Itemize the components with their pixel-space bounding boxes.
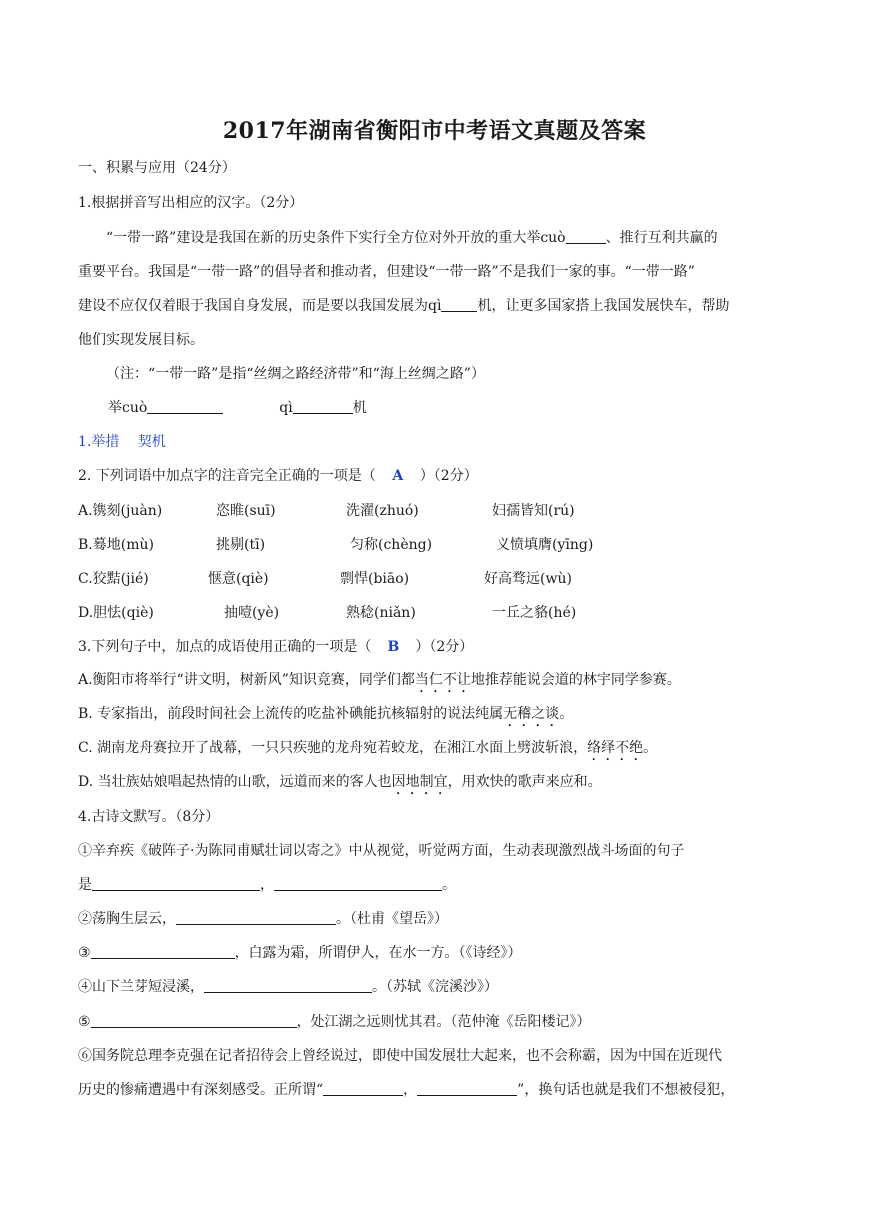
fill-blank xyxy=(417,1081,517,1096)
q4-stem: 4.古诗文默写。（8分） xyxy=(78,809,220,825)
q4-item-1-line-2: 是 ， 。 xyxy=(78,877,456,893)
dotted-idiom: 络绎不绝 xyxy=(587,740,644,756)
q3-option-b: B. 专家指出，前段时间社会上流传的吃盐补碘能抗核辐射的说法纯属无稽之谈。 xyxy=(78,706,574,722)
q2-option-b: B.蓦地(mù) 挑剔(tī) 匀称(chèng) 义愤填膺(yīng) xyxy=(78,537,594,553)
fill-blank xyxy=(274,876,442,891)
dotted-idiom: 无稽之谈 xyxy=(503,706,560,722)
q4-item-6-line-1: ⑥国务院总理李克强在记者招待会上曾经说过，即使中国发展壮大起来，也不会称霸，因为中国在近现代 xyxy=(78,1048,722,1064)
q1-answer: 1.举措 契机 xyxy=(78,434,166,450)
fill-blank xyxy=(92,876,260,891)
fill-blank xyxy=(323,1081,403,1096)
fill-blank xyxy=(91,944,235,959)
q1-stem: 1.根据拼音写出相应的汉字。（2分） xyxy=(78,195,304,211)
section-heading: 一、积累与应用（24分） xyxy=(78,160,236,176)
q3-option-c: C. 湖南龙舟赛拉开了战幕，一只只疾驰的龙舟宛若蛟龙，在湘江水面上劈波斩浪，络绎不绝。 xyxy=(78,740,658,756)
q3-answer: B xyxy=(387,639,400,655)
q4-item-3: ③ ，白露为霜，所谓伊人，在水一方。（《诗经》） xyxy=(78,945,522,961)
q3-option-d: D. 当壮族姑娘唱起热情的山歌，远道而来的客人也因地制宜，用欢快的歌声来应和。 xyxy=(78,774,602,790)
q2-answer: A xyxy=(392,468,404,484)
q4-item-4: ④山下兰芽短浸溪， 。（苏轼《浣溪沙》） xyxy=(78,979,498,995)
answer-blank-2 xyxy=(293,399,353,414)
q2-stem: 2. 下列词语中加点字的注音完全正确的一项是（ A ）（2分） xyxy=(78,468,478,484)
answer-blank-1 xyxy=(147,399,223,414)
dotted-idiom: 因地制宜 xyxy=(391,774,448,790)
blank-line xyxy=(566,229,606,244)
fill-blank xyxy=(91,1013,297,1028)
q1-note: （注：“一带一路”是指“丝绸之路经济带”和“海上丝绸之路”） xyxy=(106,366,485,382)
fill-blank xyxy=(176,910,336,925)
q4-item-1-line-1: ①辛弃疾《破阵子·为陈同甫赋壮词以寄之》中从视觉，听觉两方面，生动表现激烈战斗场面的句子 xyxy=(78,843,685,859)
q1-passage-line-2: 重要平台。我国是“一带一路”的倡导者和推动者，但建设“一带一路”不是我们一家的事。“一带一路” xyxy=(78,264,695,280)
page-title: 2017年湖南省衡阳市中考语文真题及答案 xyxy=(222,118,647,144)
q2-option-c: C.狡黠(jié) 惬意(qiè) 剽悍(biāo) 好高骛远(wù) xyxy=(78,571,572,587)
q4-item-5: ⑤ ，处江湖之远则忧其君。（范仲淹《岳阳楼记》） xyxy=(78,1014,591,1030)
q2-option-a: A.镌刻(juàn) 恣睢(suī) 洗濯(zhuó) 妇孺皆知(rú) xyxy=(78,503,575,519)
dotted-idiom: 当仁不让 xyxy=(414,672,471,688)
q4-item-2: ②荡胸生层云， 。（杜甫《望岳》） xyxy=(78,911,448,927)
q1-passage-line-4: 他们实现发展目标。 xyxy=(78,332,204,348)
q2-option-d: D.胆怯(qiè) 抽噎(yè) 熟稔(niǎn) 一丘之貉(hé) xyxy=(78,605,577,621)
q3-stem: 3.下列句子中，加点的成语使用正确的一项是（ B ）（2分） xyxy=(78,639,474,655)
q3-option-a: A.衡阳市将举行“讲文明，树新风”知识竞赛，同学们都当仁不让地推荐能说会道的林宇同学参赛。 xyxy=(78,672,681,688)
q1-passage-line-3: 建设不应仅仅着眼于我国自身发展，而是要以我国发展为qì 机，让更多国家搭上我国发展快车，帮助 xyxy=(78,298,730,314)
q1-passage-line-1: “一带一路”建设是我国在新的历史条件下实行全方位对外开放的重大举cuò 、推行互利共赢的 xyxy=(106,230,718,246)
q1-answer-blanks: 举cuò qì 机 xyxy=(108,400,367,416)
fill-blank xyxy=(204,978,372,993)
q4-item-6-line-2: 历史的惨痛遭遇中有深刻感受。正所谓“ ， ”，换句话也就是我们不想被侵犯， xyxy=(78,1082,735,1098)
blank-line xyxy=(441,297,477,312)
